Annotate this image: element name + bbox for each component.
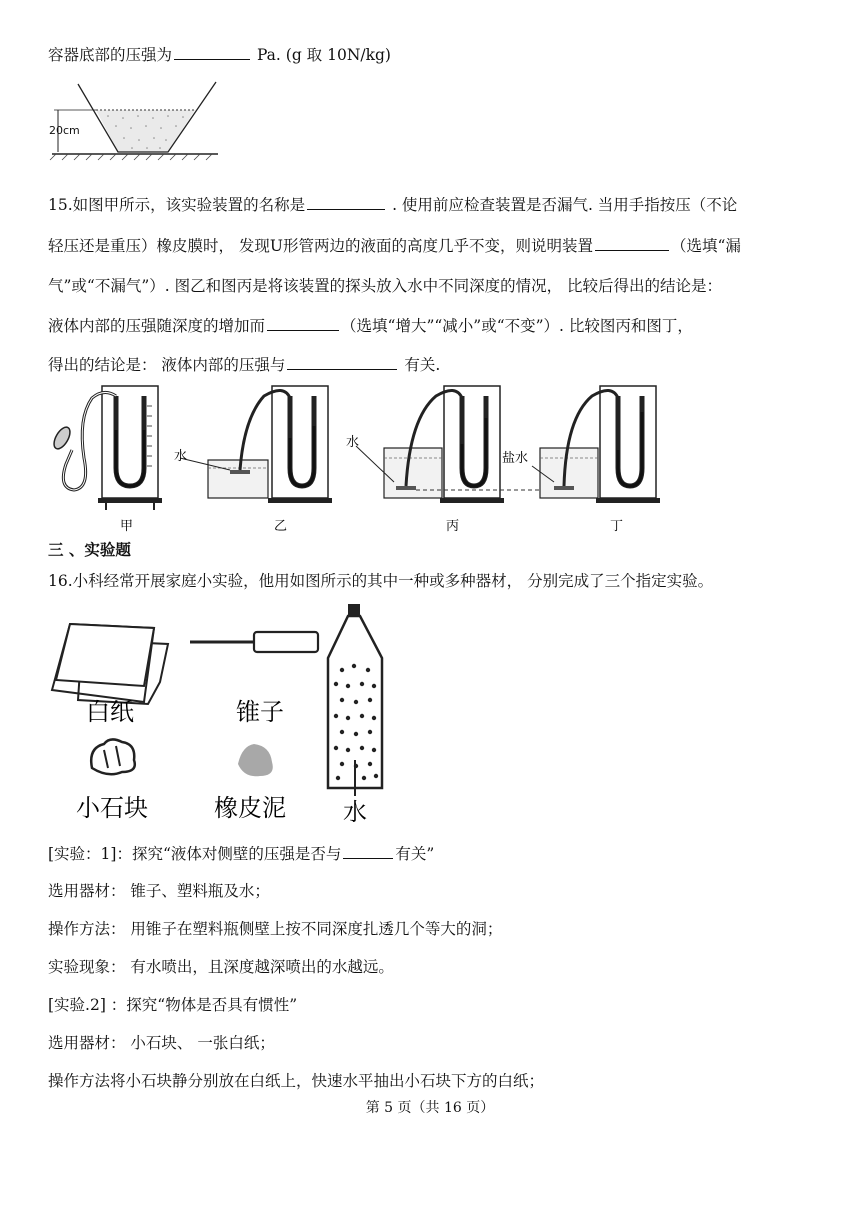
figure-label-yi: 乙: [274, 519, 288, 534]
q15-text: 液体内部的压强随深度的增加而: [48, 317, 266, 335]
figure-label-jia: 甲: [120, 519, 134, 534]
answer-blank[interactable]: [343, 843, 393, 859]
q15-text: （选填“增大”“减小”或“不变”）. 比较图丙和图丁，: [341, 317, 693, 335]
answer-blank[interactable]: [595, 235, 669, 251]
q14-suffix: Pa. (g 取 10N/kg): [252, 46, 391, 64]
page-footer: 第 5 页（共 16 页）: [365, 1100, 495, 1116]
exp1-result: 实验现象： 有水喷出，且深度越深喷出的水越远。: [48, 958, 394, 976]
exp1-method: 操作方法： 用锥子在塑料瓶侧壁上按不同深度扎透几个等大的洞；: [48, 920, 503, 938]
q15-text: . 使用前应检查装置是否漏气. 当用手指按压（不论: [387, 196, 738, 214]
container-figure: [48, 78, 223, 160]
salt-water-label: 盐水: [502, 451, 529, 466]
q15-text: 得出的结论是： 液体内部的压强与: [48, 356, 286, 374]
q14-prefix: 容器底部的压强为: [48, 46, 173, 64]
q15-text: 气”或“不漏气”）. 图乙和图丙是将该装置的探头放入水中不同深度的情况， 比较后得出的结论是：: [48, 277, 723, 295]
q15-line-3: [48, 276, 722, 296]
bottle-icon: [328, 604, 382, 796]
q15-text: 15.如图甲所示，该实验装置的名称是: [48, 196, 306, 214]
answer-blank[interactable]: [174, 44, 250, 60]
paper-icon: [52, 624, 168, 704]
gauge-ding: [502, 386, 660, 534]
section-title: 三 、实验题: [48, 541, 131, 559]
gauge-bing: [346, 386, 504, 534]
water-label: 水: [174, 449, 188, 464]
figure-label-ding: 丁: [610, 519, 624, 534]
exp2-tools: 选用器材： 小石块、 一张白纸；: [48, 1034, 275, 1052]
q15-line-1: [48, 194, 737, 215]
q14-answer-line: [48, 44, 391, 65]
answer-blank[interactable]: [287, 354, 397, 370]
material-label-paper: 白纸: [86, 698, 134, 726]
exp2-method: 操作方法将小石块静分别放在白纸上，快速水平抽出小石块下方的白纸；: [48, 1072, 545, 1090]
depth-label: 20cm: [49, 124, 80, 137]
figure-label-bing: 丙: [446, 519, 460, 534]
gauge-yi: [174, 386, 332, 534]
exp1-title: [48, 843, 434, 864]
awl-icon: [190, 632, 318, 652]
material-label-plasticine: 橡皮泥: [214, 794, 286, 822]
q15-text: （选填“漏: [671, 237, 741, 255]
answer-blank[interactable]: [267, 315, 339, 331]
plasticine-icon: [238, 744, 273, 776]
material-label-stone: 小石块: [76, 794, 148, 822]
answer-blank[interactable]: [307, 194, 385, 210]
stone-icon: [91, 739, 135, 774]
water-label: 水: [346, 435, 360, 450]
exp1-text: 有关”: [395, 845, 435, 863]
exp1-text: [实验：1]：探究“液体对侧壁的压强是否与: [48, 845, 342, 863]
q16-intro: 16.小科经常开展家庭小实验，他用如图所示的其中一种或多种器材， 分别完成了三个指定实验。: [48, 572, 714, 590]
exp2-title: [实验.2] ：探究“物体是否具有惯性”: [48, 996, 298, 1014]
material-label-awl: 锥子: [236, 698, 284, 726]
materials-figure: [48, 600, 378, 830]
gauge-jia: [51, 386, 162, 534]
q15-line-4: [48, 315, 693, 336]
exp1-tools: 选用器材： 锥子、塑料瓶及水；: [48, 882, 270, 900]
q15-text: 轻压还是重压）橡皮膜时， 发现U形管两边的液面的高度几乎不变，则说明装置: [48, 237, 593, 255]
material-label-water: 水: [343, 798, 367, 826]
q15-line-2: [48, 235, 741, 256]
q15-text: 有关.: [399, 356, 441, 374]
q15-line-5: [48, 354, 440, 375]
pressure-gauge-figure: [44, 378, 664, 536]
